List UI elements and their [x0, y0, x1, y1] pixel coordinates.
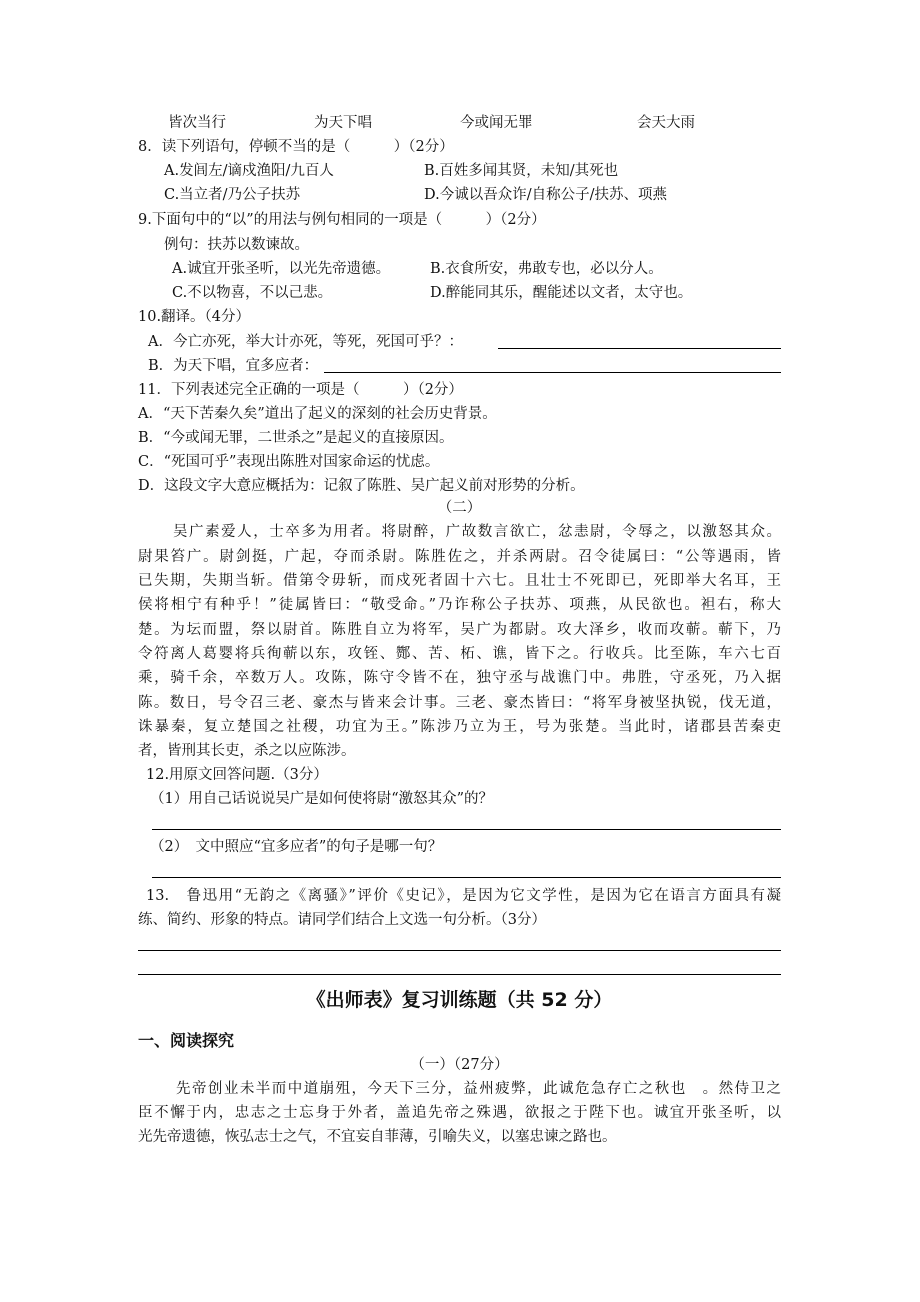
q12-stem: 12.用原文回答问题.（3分） [146, 767, 328, 783]
q12-sub-2: （2） 文中照应“宜多应者”的句子是哪一句？ [150, 839, 443, 855]
q11-option-d: D．这段文字大意应概括为：记叙了陈胜、吴广起义前对形势的分析。 [138, 478, 585, 494]
q10-b-answer-line[interactable] [324, 372, 781, 373]
q11-option-c: C．“死国可乎”表现出陈胜对国家命运的忧虑。 [138, 454, 440, 470]
q13-line-1: 13. 鲁迅用“无韵之《离骚》”评价《史记》，是因为它文学性，是因为它在语言方面具有凝 [146, 888, 781, 904]
word-3: 今或闻无罪 [460, 115, 533, 131]
passage-2-line-2: 尉果笞广。尉剑挺，广起，夺而杀尉。陈胜佐之，并杀两尉。召令徒属曰：“公等遇雨，皆 [138, 549, 781, 565]
q8-stem: 8．读下列语句，停顿不当的是（ ）（2分） [138, 139, 454, 155]
q8-option-c: C.当立者/乃公子扶苏 [164, 187, 301, 203]
q9-option-d: D.醉能同其乐，醒能述以文者，太守也。 [430, 285, 693, 301]
q11-stem: 11．下列表述完全正确的一项是（ ）（2分） [138, 382, 463, 398]
part-1-label: （一）（27分） [410, 1057, 509, 1073]
q9-stem: 9.下面句中的“以”的用法与例句相同的一项是（ ）（2分） [138, 212, 546, 228]
q10-a-answer-line[interactable] [498, 348, 781, 349]
passage-2-line-8: 陈。数日，号令召三老、豪杰与皆来会计事。三老、豪杰皆曰：“将军身被坚执锐，伐无道， [138, 695, 781, 711]
q9-example: 例句：扶苏以数谏故。 [164, 237, 309, 253]
passage-3-line-2: 臣不懈于内，忠志之士忘身于外者，盖追先帝之殊遇，欲报之于陛下也。诚宜开张圣听，以 [138, 1105, 781, 1121]
q8-option-a: A.发闾左/谪戍渔阳/九百人 [164, 163, 334, 179]
q12-sub-1-answer-line[interactable] [152, 829, 781, 830]
q11-option-a: A．“天下苦秦久矣”道出了起义的深刻的社会历史背景。 [138, 406, 497, 422]
q10-item-b: B．为天下唱，宜多应者： [148, 358, 319, 374]
passage-3-line-3: 光先帝遗德，恢弘志士之气，不宜妄自菲薄，引喻失义，以塞忠谏之路也。 [138, 1129, 617, 1145]
q8-option-b: B.百姓多闻其贤，未知/其死也 [424, 163, 619, 179]
passage-2-line-6: 令符离人葛婴将兵徇蕲以东，攻铚、酂、苦、柘、谯，皆下之。行收兵。比至陈，车六七百 [138, 646, 781, 662]
word-4: 会天大雨 [637, 115, 695, 131]
q13-answer-line-2[interactable] [138, 974, 781, 975]
passage-2-line-10: 者，皆刑其长吏，杀之以应陈涉。 [138, 743, 356, 759]
q10-stem: 10.翻译。（4分） [138, 309, 251, 325]
page-title: 《出师表》复习训练题（共 52 分） [306, 989, 613, 1011]
q12-sub-1: （1）用自己话说说吴广是如何使将尉“激怒其众”的？ [150, 791, 494, 807]
q9-option-c: C.不以物喜，不以己悲。 [172, 285, 333, 301]
q9-option-a: A.诚宜开张圣听，以光先帝遗德。 [172, 261, 391, 277]
q12-sub-2-answer-line[interactable] [152, 877, 781, 878]
q10-item-a: A．今亡亦死，举大计亦死，等死，死国可乎？： [148, 334, 463, 350]
passage-2-line-9: 诛暴秦，复立楚国之社稷，功宜为王。”陈涉乃立为王，号为张楚。当此时，诸郡县苦秦吏 [138, 719, 781, 735]
part-2-label: （二） [437, 500, 482, 516]
passage-2-line-1: 吴广素爱人，士卒多为用者。将尉醉，广故数言欲亡，忿恚尉，令辱之，以激怒其众。 [173, 524, 781, 540]
q13-line-2: 练、简约、形象的特点。请同学们结合上文选一句分析。（3分） [138, 912, 546, 928]
q8-option-d: D.今诚以吾众诈/自称公子/扶苏、项燕 [424, 187, 667, 203]
q11-option-b: B．“今或闻无罪，二世杀之”是起义的直接原因。 [138, 430, 454, 446]
passage-2-line-5: 楚。为坛而盟，祭以尉首。陈胜自立为将军，吴广为都尉。攻大泽乡，收而攻蕲。蕲下，乃 [138, 622, 781, 638]
word-1: 皆次当行 [168, 115, 226, 131]
q13-answer-line-1[interactable] [138, 950, 781, 951]
word-2: 为天下唱 [314, 115, 372, 131]
section-heading: 一、阅读探究 [138, 1031, 235, 1050]
q9-option-b: B.衣食所安，弗敢专也，必以分人。 [430, 261, 663, 277]
passage-2-line-4: 侯将相宁有种乎！”徒属皆曰：“敬受命。”乃诈称公子扶苏、项燕，从民欲也。袒右，称大 [138, 597, 781, 613]
passage-3-line-1: 先帝创业未半而中道崩殂，今天下三分，益州疲弊，此诚危急存亡之秋也 。然侍卫之 [176, 1081, 781, 1097]
passage-2-line-3: 已失期，失期当斩。借第令毋斩，而戍死者固十六七。且壮士不死即已，死即举大名耳，王 [138, 573, 781, 589]
passage-2-line-7: 乘，骑千余，卒数万人。攻陈，陈守令皆不在，独守丞与战谯门中。弗胜，守丞死，乃入据 [138, 670, 781, 686]
